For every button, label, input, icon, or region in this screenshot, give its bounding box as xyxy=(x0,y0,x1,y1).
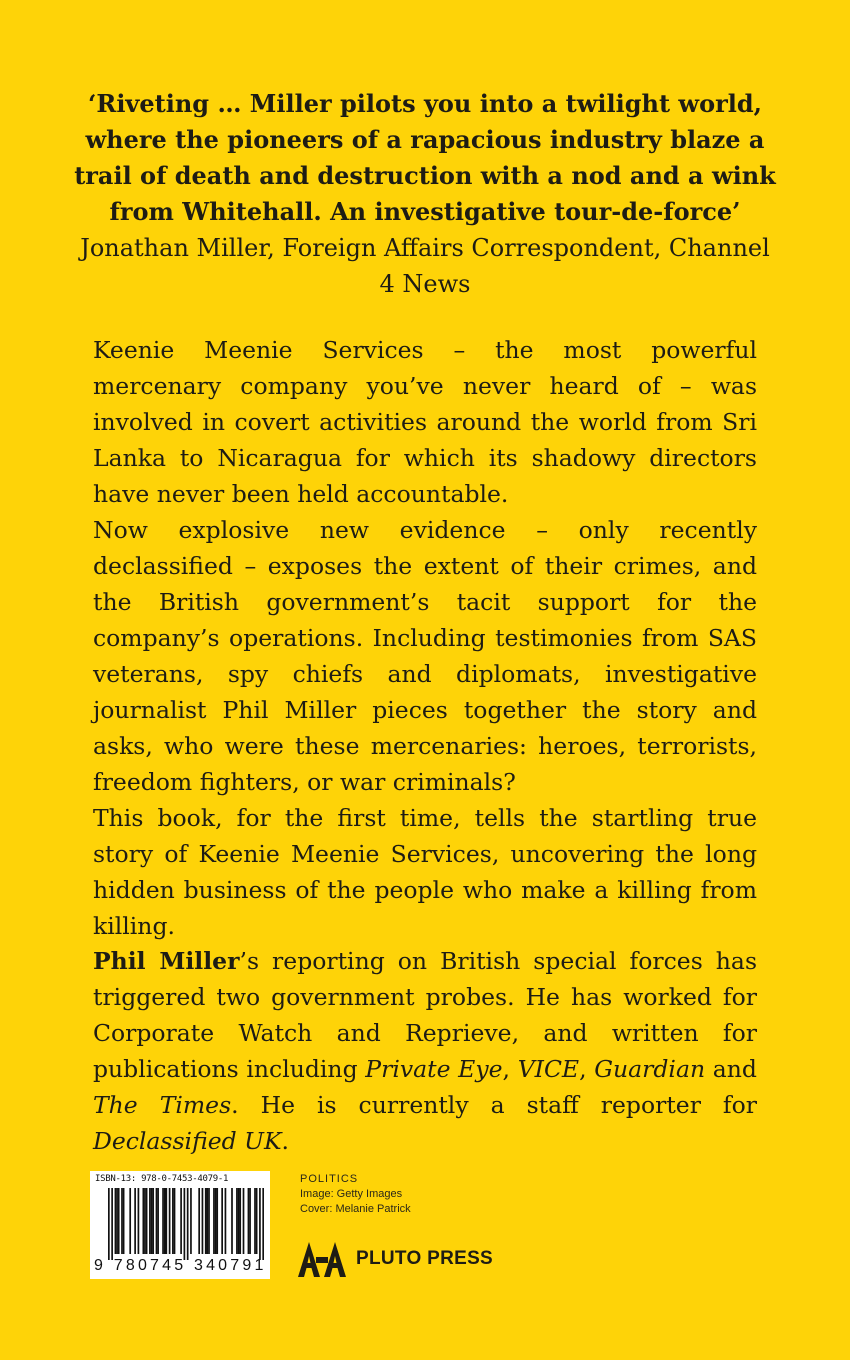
category-label: POLITICS xyxy=(300,1173,359,1185)
barcode-bar xyxy=(184,1188,186,1260)
barcode-bar xyxy=(249,1188,251,1254)
cover-credit: Cover: Melanie Patrick xyxy=(300,1203,411,1215)
quote-text: ‘Riveting … Miller pilots you into a twilight world, where the pioneers of a rapacious industry blaze a trail of death and destruction with a nod and a wink from Whitehall. An investigative tour-de-force’ xyxy=(74,89,776,226)
bio-separator-1: , xyxy=(502,1055,518,1083)
publication-guardian: Guardian xyxy=(594,1055,706,1083)
barcode-bar xyxy=(129,1188,131,1254)
barcode-bar xyxy=(187,1188,189,1260)
barcode-bar xyxy=(115,1188,117,1254)
barcode-bar xyxy=(149,1188,151,1254)
barcode-bar xyxy=(174,1188,176,1254)
barcode-bar xyxy=(243,1188,245,1254)
author-name: Phil Miller xyxy=(93,947,240,975)
barcode-bar xyxy=(207,1188,209,1254)
barcode-bar xyxy=(259,1188,261,1260)
publication-vice: VICE xyxy=(517,1055,580,1083)
quote-attribution: Jonathan Miller, Foreign Affairs Correspondent, Channel 4 News xyxy=(80,234,770,298)
barcode-bar xyxy=(225,1188,227,1254)
barcode-bar xyxy=(172,1188,174,1254)
author-bio xyxy=(93,943,757,1159)
barcode-bar xyxy=(256,1188,258,1254)
credits xyxy=(300,1172,411,1217)
pluto-press-logo-icon xyxy=(296,1239,348,1279)
barcode-bar xyxy=(151,1188,153,1254)
bio-text-2: . He is currently a staff reporter for xyxy=(231,1091,757,1119)
barcode-bar xyxy=(152,1188,154,1254)
barcode-bar xyxy=(138,1188,140,1254)
publication-the-times: The Times xyxy=(93,1091,232,1119)
publication-declassified-uk: Declassified UK xyxy=(93,1127,282,1155)
barcode-bar xyxy=(180,1188,182,1254)
barcode-bar xyxy=(221,1188,223,1254)
barcode-bar xyxy=(111,1188,113,1260)
barcode-bar xyxy=(262,1188,264,1260)
blurb-paragraph-2: Now explosive new evidence – only recently declassified – exposes the extent of their crimes, and the British government’s tacit support for the company’s operations. Including testimonies from SAS veterans, spy chiefs and diplomats, investigative journalist Phil Miller pieces together the story and asks, who were these mercenaries: heroes, terrorists, freedom fighters, or war criminals? xyxy=(93,516,757,796)
isbn-label: ISBN-13: 978-0-7453-4079-1 xyxy=(95,1174,229,1184)
barcode-bar xyxy=(254,1188,256,1254)
bio-separator-3: and xyxy=(705,1055,757,1083)
publisher-name: PLUTO PRESS xyxy=(356,1248,494,1269)
barcode-bar xyxy=(213,1188,215,1254)
barcode-bar xyxy=(116,1188,118,1254)
publication-private-eye: Private Eye xyxy=(365,1055,503,1083)
barcode-bar xyxy=(215,1188,217,1254)
barcode-bar xyxy=(121,1188,123,1254)
barcode-bar xyxy=(198,1188,200,1254)
image-credit: Image: Getty Images xyxy=(300,1188,403,1200)
barcode-bar xyxy=(123,1188,125,1254)
barcode-bar xyxy=(169,1188,171,1254)
barcode-bar xyxy=(236,1188,238,1254)
barcode-bar xyxy=(108,1188,110,1260)
barcode-bar xyxy=(216,1188,218,1254)
bio-text-1: reporting on British special forces has triggered two government probes. He has worked for Corporate Watch and Reprieve, and written for publications including xyxy=(93,947,757,1083)
barcode-bar xyxy=(238,1188,240,1254)
barcode-bar xyxy=(202,1188,204,1254)
blurb-paragraph-1: Keenie Meenie Services – the most powerful mercenary company you’ve never heard of – was involved in covert activities around the world from Sri Lanka to Nicaragua for which its shadowy directors have never been held accountable. xyxy=(93,336,757,508)
isbn-barcode xyxy=(90,1171,270,1279)
blurb-paragraph-3: This book, for the first time, tells the startling true story of Keenie Meenie Services, uncovering the long hidden business of the people who make a killing from killing. xyxy=(93,804,757,940)
barcode-bars xyxy=(108,1188,264,1260)
barcode-bar xyxy=(157,1188,159,1254)
bio-separator-2: , xyxy=(579,1055,595,1083)
barcode-bar xyxy=(165,1188,167,1254)
barcode-bar xyxy=(142,1188,144,1254)
barcode-bar xyxy=(190,1188,192,1254)
review-quote xyxy=(70,86,780,302)
barcode-bar xyxy=(134,1188,136,1254)
barcode-bar xyxy=(144,1188,146,1254)
bio-text-3: . xyxy=(281,1127,290,1155)
barcode-bar xyxy=(156,1188,158,1254)
barcode-digits: 9 780745 340791 xyxy=(94,1257,267,1274)
barcode-bar xyxy=(208,1188,210,1254)
publisher-logo xyxy=(296,1239,493,1279)
barcode-bar xyxy=(162,1188,164,1254)
barcode-bar xyxy=(248,1188,250,1254)
barcode-bar xyxy=(118,1188,120,1254)
barcode-bar xyxy=(164,1188,166,1254)
barcode-bar xyxy=(146,1188,148,1254)
barcode-bar xyxy=(239,1188,241,1254)
barcode-bar xyxy=(231,1188,233,1254)
barcode-bar xyxy=(205,1188,207,1254)
author-possessive: ’s xyxy=(239,947,260,975)
